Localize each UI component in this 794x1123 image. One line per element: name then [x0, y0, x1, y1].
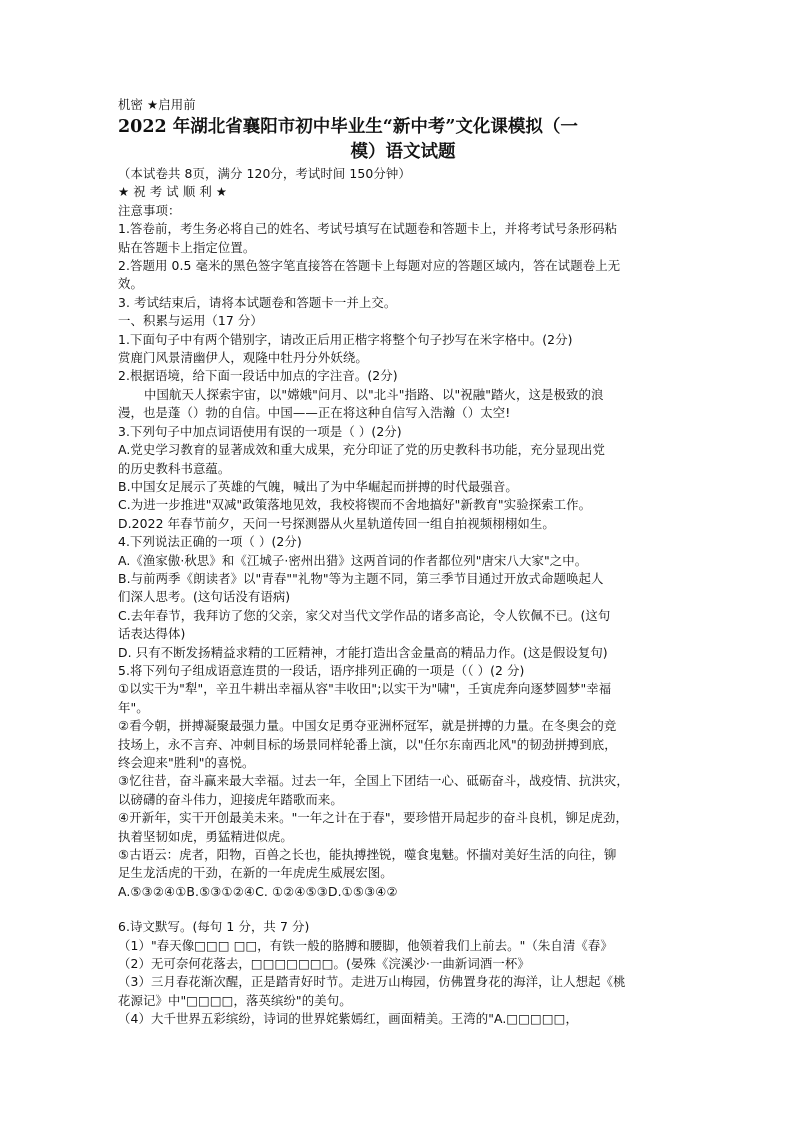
q4-option-d: D. 只有不断发扬精益求精的工匠精神，才能打造出含金量高的精品力作。(这是假设复句) [118, 644, 608, 660]
q5-sentence: 足生龙活虎的干劲，在新的一年虎虎生威展宏图。 [118, 865, 393, 881]
q5-sentence: ⑤古语云：虎者，阳物，百兽之长也，能执搏挫锐，噬食鬼魅。怀揣对美好生活的向往，铆 [118, 847, 617, 863]
q6-item: （4）大千世界五彩缤纷，诗词的世界姹紫嫣红，画面精美。王湾的"A.□□□□□， [118, 1011, 578, 1027]
q6-item: 花源记》中"□□□□，落英缤纷"的美句。 [118, 992, 352, 1008]
q5-sentence: ③忆往昔，奋斗赢来最大幸福。过去一年，全国上下团结一心、砥砺奋斗，战疫情、抗洪灾， [118, 773, 629, 789]
notice-item: 3. 考试结束后，请将本试题卷和答题卡一并上交。 [118, 294, 397, 310]
exam-title-line2: 模）语文试题 [350, 142, 456, 162]
q1-sentence: 赏鹿门风景清幽伊人，观隆中牡丹分外妖绕。 [118, 350, 368, 366]
q5-sentence: 以磅礴的奋斗伟力，迎接虎年踏歌而来。 [118, 791, 343, 807]
q4-option-b: 们深人思考。(这句话没有语病) [118, 589, 291, 605]
q4-prompt: 4.下列说法正确的一项（ ）(2分) [118, 534, 302, 550]
q1-prompt: 1.下面句子中有两个错别字，请改正后用正楷字将整个句子抄写在米字格中。(2分) [118, 331, 573, 347]
exam-title-line1: 2022 年湖北省襄阳市初中毕业生“新中考”文化课模拟（一 [118, 117, 578, 137]
q6-item: （2）无可奈何花落去，□□□□□□□。(晏殊《浣溪沙·一曲新词酒一杯》 [118, 956, 530, 972]
q5-options: A.⑤③②④①B.⑤③①②④C. ①②④⑤③D.①⑤③④② [118, 883, 398, 899]
q5-sentence: ②看今朝，拼搏凝聚最强力量。中国女足勇夺亚洲杯冠军，就是拼搏的力量。在冬奥会的竞 [118, 718, 617, 734]
q3-prompt: 3.下列句子中加点词语使用有误的一项是（ ）(2分) [118, 423, 402, 439]
q3-option-d: D.2022 年春节前夕，天问一号探测器从火星轨道传回一组自拍视频栩栩如生。 [118, 515, 555, 531]
notice-item: 1.答卷前，考生务必将自己的姓名、考试号填写在试题卷和答题卡上，并将考试号条形码粘 [118, 221, 618, 237]
q6-item: （1）"春天像□□□ □□，有铁一般的胳膊和腰脚，他领着我们上前去。"（朱自清《春》 [118, 937, 613, 953]
q3-option-a: A.党史学习教育的显著成效和重大成果，充分印证了党的历史教科书功能，充分显现出党 [118, 442, 606, 458]
q3-option-c: C.为进一步推进"双减"政策落地见效，我校将锲而不舍地搞好"新教育"实验探索工作。 [118, 497, 592, 513]
exam-wish: ★ 祝 考 试 顺 利 ★ [118, 184, 228, 200]
q4-option-c: C.去年春节，我拜访了您的父亲，家父对当代文学作品的诸多高论，令人钦佩不已。(这句 [118, 607, 611, 623]
q2-passage: 中国航天人探索宇宙，以"嫦娥"问月、以"北斗"指路、以"祝融"踏火，这是极致的浪 [144, 386, 604, 402]
q5-sentence: 终会迎来"胜利"的喜悦。 [118, 755, 255, 770]
spacer [118, 901, 688, 918]
q4-option-b: B.与前两季《朗读者》以"青春""礼物"等为主题不同，第三季节目通过开放式命题唤起人 [118, 570, 604, 586]
q5-sentence: ①以实干为"犁"，辛丑牛耕出幸福从容"丰收田";以实干为"啸"，壬寅虎奔向逐梦圆梦"幸福 [118, 681, 612, 697]
confidential-label: 机密 ★启用前 [118, 97, 196, 112]
q5-sentence: 年"。 [118, 699, 149, 715]
q4-option-c: 话表达得体) [118, 626, 186, 642]
exam-info: （本试卷共 8页，满分 120分，考试时间 150分钟） [118, 166, 411, 181]
q5-sentence: ④开新年，实干开创最美未来。"一年之计在于春"，要珍惜开局起步的奋斗良机，铆足虎劲， [118, 810, 628, 826]
q6-prompt: 6.诗文默写。(每句 1 分，共 7 分) [118, 919, 310, 935]
q5-sentence: 执着坚韧如虎，勇猛精进似虎。 [118, 828, 293, 844]
section-heading: 一、积累与运用（17 分） [118, 313, 263, 329]
q2-passage: 漫，也是蓬（）勃的自信。中国——正在将这种自信写入浩瀚（）太空! [118, 405, 511, 421]
q5-sentence: 技场上，永不言弃、冲刺目标的场景同样轮番上演，以"任尔东南西北风"的韧劲拼搏到底， [118, 736, 617, 752]
q6-item: （3）三月春花渐次醒，正是踏青好时节。走进万山梅园，仿佛置身花的海洋，让人想起《桃 [118, 974, 626, 990]
q4-option-a: A.《渔家傲·秋思》和《江城子·密州出猎》这两首词的作者都位列"唐宋八大家"之中。 [118, 552, 588, 568]
notice-item: 贴在答题卡上指定位置。 [118, 239, 256, 255]
notice-heading: 注意事项： [118, 202, 181, 218]
q3-option-a: 的历史教科书意蕴。 [118, 460, 231, 476]
q3-option-b: B.中国女足展示了英雄的气魄，喊出了为中华崛起而拼搏的时代最强音。 [118, 478, 518, 494]
exam-page [118, 96, 688, 1029]
q2-prompt: 2.根据语境，给下面一段话中加点的字注音。(2分) [118, 368, 398, 384]
notice-item: 效。 [118, 276, 143, 292]
q5-prompt: 5.将下列句子组成语意连贯的一段话，语序排列正确的一项是（（ ）(2 分) [118, 662, 525, 678]
notice-item: 2.答题用 0.5 毫米的黑色签字笔直接答在答题卡上每题对应的答题区域内，答在试题卷上无 [118, 258, 621, 274]
